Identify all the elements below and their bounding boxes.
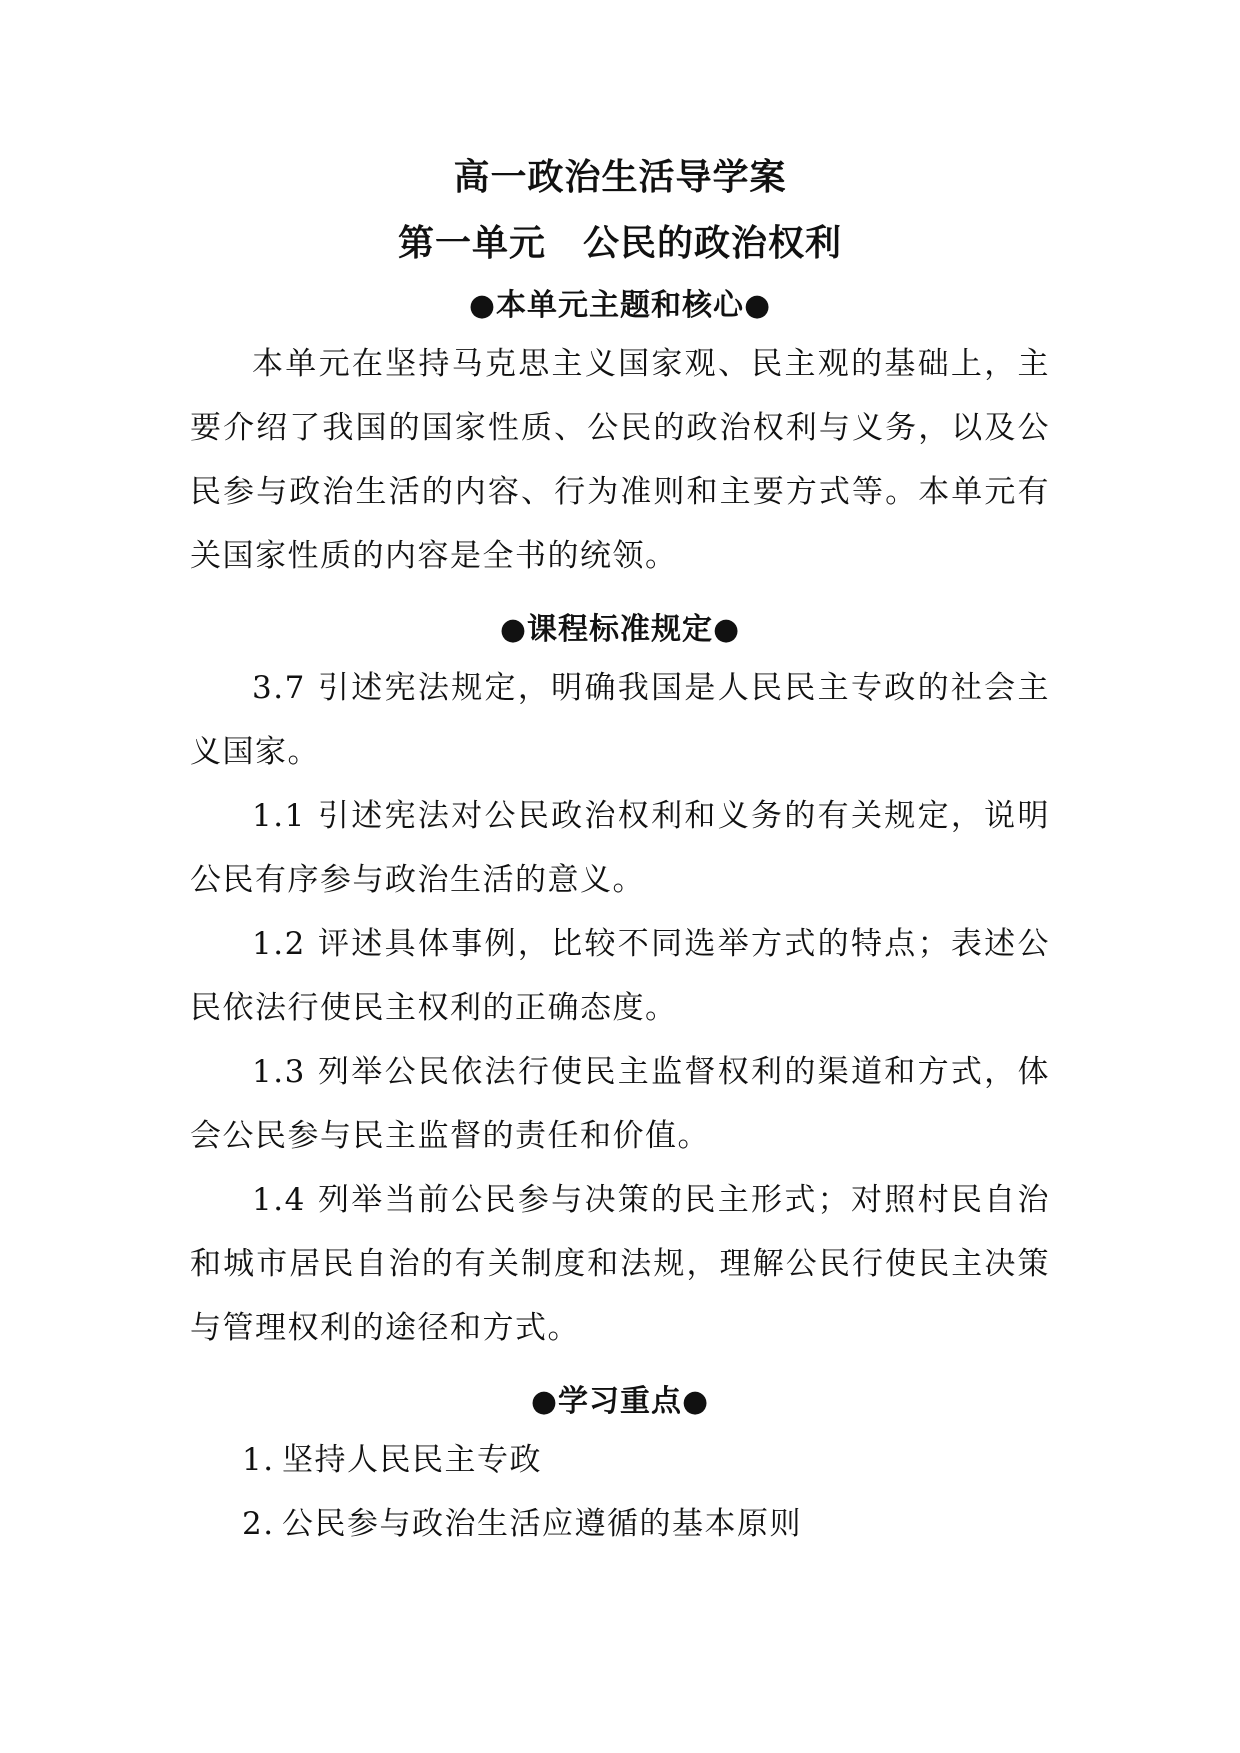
key-point-number: 2. bbox=[242, 1506, 275, 1542]
document-page bbox=[190, 150, 1050, 1556]
key-point-text: 公民参与政治生活应遵循的基本原则 bbox=[282, 1506, 802, 1542]
curriculum-item-3-7: 3.7 引述宪法规定，明确我国是人民民主专政的社会主义国家。 bbox=[190, 670, 1050, 770]
section-heading-curriculum: ●课程标准规定● bbox=[499, 612, 741, 647]
key-point-item bbox=[190, 1492, 1050, 1556]
key-point-number: 1. bbox=[242, 1442, 275, 1478]
curriculum-item-1-3: 1.3 列举公民依法行使民主监督权利的渠道和方式，体会公民参与民主监督的责任和价值。 bbox=[190, 1054, 1050, 1154]
key-point-text: 坚持人民民主专政 bbox=[282, 1442, 542, 1478]
theme-paragraph: 本单元在坚持马克思主义国家观、民主观的基础上，主要介绍了我国的国家性质、公民的政治权利与义务，以及公民参与政治生活的内容、行为准则和主要方式等。本单元有关国家性质的内容是全书的统领。 bbox=[190, 346, 1050, 574]
section-heading-key-points: ●学习重点● bbox=[530, 1384, 710, 1419]
unit-title: 第一单元 公民的政治权利 bbox=[397, 223, 842, 264]
curriculum-item-1-1: 1.1 引述宪法对公民政治权利和义务的有关规定，说明公民有序参与政治生活的意义。 bbox=[190, 798, 1050, 898]
key-point-item bbox=[190, 1428, 1050, 1492]
curriculum-item-1-2: 1.2 评述具体事例，比较不同选举方式的特点；表述公民依法行使民主权利的正确态度。 bbox=[190, 926, 1050, 1026]
curriculum-item-1-4: 1.4 列举当前公民参与决策的民主形式；对照村民自治和城市居民自治的有关制度和法规，理解公民行使民主决策与管理权利的途径和方式。 bbox=[190, 1182, 1050, 1346]
section-heading-theme: ●本单元主题和核心● bbox=[468, 288, 772, 323]
document-title: 高一政治生活导学案 bbox=[453, 157, 787, 198]
